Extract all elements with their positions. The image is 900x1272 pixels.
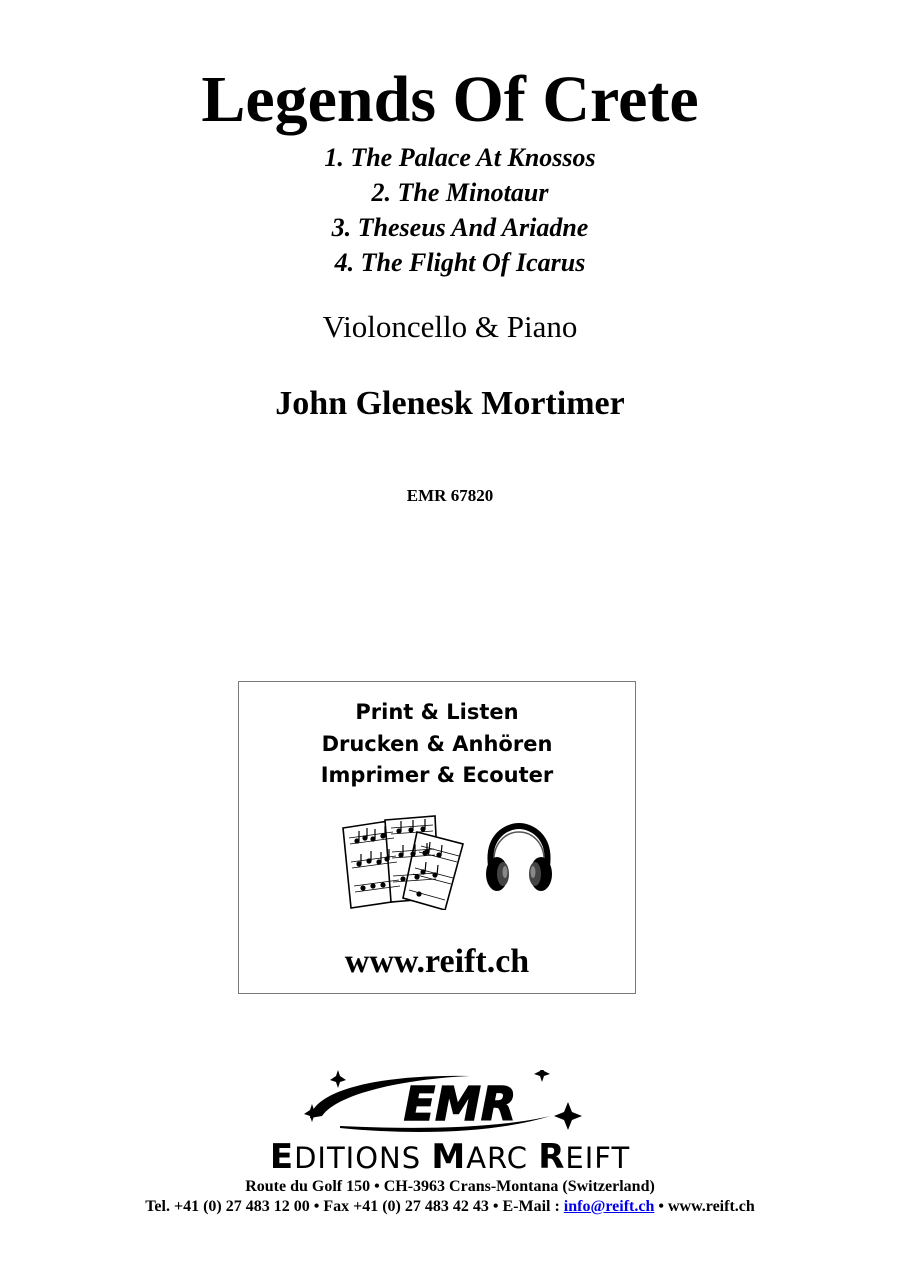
publisher-name-part: EIFT <box>565 1141 631 1175</box>
promo-url: www.reift.ch <box>344 943 530 980</box>
movement-item: 1. The Palace At Knossos <box>324 143 596 172</box>
print-listen-box <box>238 681 636 994</box>
movement-item: 3. Theseus And Ariadne <box>331 213 589 242</box>
promo-line-french: Imprimer & Ecouter <box>320 763 554 787</box>
movement-item: 4. The Flight Of Icarus <box>334 248 586 277</box>
document-title: Legends Of Crete <box>201 63 699 136</box>
movement-list <box>10 140 900 280</box>
publisher-initial: M <box>431 1137 467 1177</box>
composer-name: John Glenesk Mortimer <box>275 385 625 422</box>
publisher-name <box>0 1137 900 1177</box>
publisher-name-part: DITIONS <box>294 1141 432 1175</box>
emr-logo-text: EMR <box>403 1077 517 1131</box>
publisher-initial: R <box>538 1137 566 1177</box>
email-link[interactable]: info@reift.ch <box>563 1198 655 1215</box>
publisher-name-part: ARC <box>466 1141 539 1175</box>
promo-line-german: Drucken & Anhören <box>321 732 553 756</box>
movement-item: 2. The Minotaur <box>371 178 549 207</box>
contact-phone-fax: Tel. +41 (0) 27 483 12 00 • Fax +41 (0) 27 483 42 43 • E-Mail : <box>145 1198 564 1215</box>
publisher-contact <box>0 1197 900 1217</box>
emr-logo <box>300 1070 600 1140</box>
catalog-number: EMR 67820 <box>406 486 494 505</box>
sheet-music-icon <box>339 814 467 910</box>
contact-website: • www.reift.ch <box>654 1198 755 1215</box>
instrumentation: Violoncello & Piano <box>322 309 578 344</box>
promo-line-english: Print & Listen <box>355 700 519 724</box>
publisher-initial: E <box>269 1137 295 1177</box>
headphones-icon <box>481 822 557 894</box>
publisher-address: Route du Golf 150 • CH-3963 Crans-Montana (Switzerland) <box>245 1178 655 1195</box>
